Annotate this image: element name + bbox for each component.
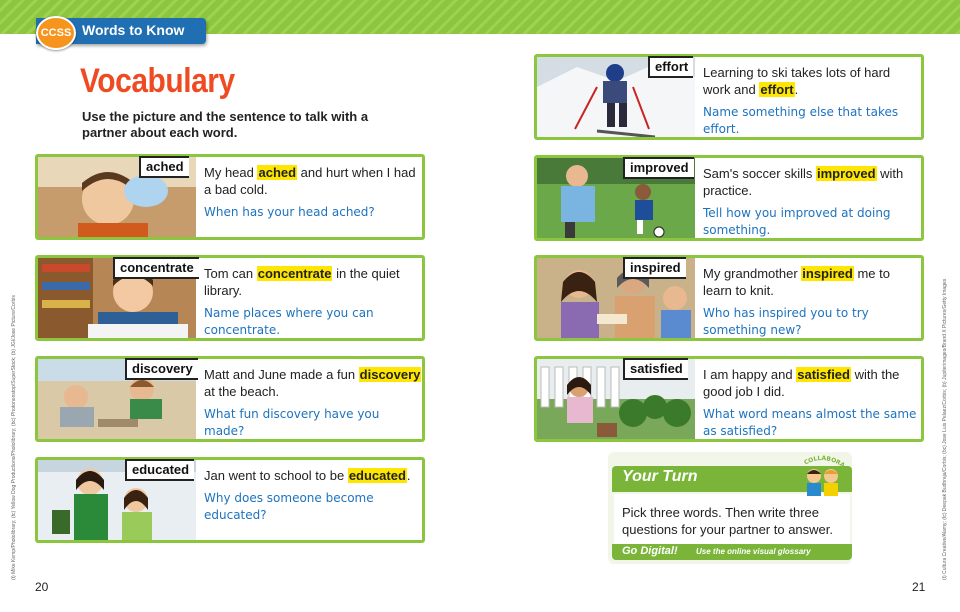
vocab-sentence: Jan went to school to be educated. — [204, 468, 411, 483]
vocab-sentence: My grandmother inspired me to learn to knit. — [703, 266, 890, 298]
svg-text:COLLABORATE — [794, 452, 846, 469]
vocab-question: Name places where you can concentrate. — [204, 306, 374, 337]
vocab-word: improved — [623, 157, 694, 179]
go-digital-label: Go Digital! — [622, 545, 678, 557]
vocab-card-effort — [534, 54, 924, 140]
vocab-question: Why does someone become educated? — [204, 491, 374, 522]
collaborate-icon — [794, 452, 850, 498]
vocab-question: Tell how you improved at doing something. — [703, 206, 891, 237]
your-turn-box — [608, 452, 852, 564]
vocab-sentence: Sam's soccer skills improved with practice. — [703, 166, 904, 198]
section-label: Words to Know — [82, 22, 185, 38]
vocab-word: satisfied — [623, 358, 688, 380]
page-number-right: 21 — [912, 580, 926, 594]
vocab-question: What word means almost the same as satisfied? — [703, 407, 917, 438]
vocab-question: Who has inspired you to try something new? — [703, 306, 869, 337]
instructions: Use the picture and the sentence to talk with a partner about each word. — [82, 109, 369, 140]
ccss-badge: CCSS — [36, 16, 76, 50]
your-turn-title: Your Turn — [622, 468, 698, 485]
page-title: Vocabulary — [80, 62, 235, 100]
vocab-word: inspired — [623, 257, 686, 279]
vocab-card-ached — [35, 154, 425, 240]
vocab-question: What fun discovery have you made? — [204, 407, 380, 438]
vocab-sentence: Tom can concentrate in the quiet library. — [204, 266, 400, 298]
vocab-word: discovery — [125, 358, 198, 380]
vocab-card-improved — [534, 155, 924, 241]
vocab-sentence: Learning to ski takes lots of hard work and effort. — [703, 65, 891, 97]
vocab-word: educated — [125, 459, 194, 481]
your-turn-text: Pick three words. Then write three questions for your partner to answer. — [622, 505, 834, 537]
vocab-card-inspired — [534, 255, 924, 341]
vocab-sentence: I am happy and satisfied with the good job I did. — [703, 367, 900, 399]
vocab-card-satisfied — [534, 356, 924, 442]
vocab-sentence: Matt and June made a fun discovery at the beach. — [204, 367, 421, 399]
vocab-card-concentrate — [35, 255, 425, 341]
vocab-sentence: My head ached and hurt when I had a bad cold. — [204, 165, 416, 197]
vocab-word: concentrate — [113, 257, 199, 279]
vocab-card-educated — [35, 457, 425, 543]
page-number-left: 20 — [35, 580, 49, 594]
collaborate-label: COLLABORA — [803, 454, 846, 469]
vocab-word: effort — [648, 56, 693, 78]
vocab-card-discovery — [35, 356, 425, 442]
photo-credit-left: (t) Mike Kemp/Photolibrary; (tc) Yellow Dog Productions/Photolibrary; (bc) Photononstop/SuperStock; (b) JGI/Jose Picture/Corbis — [11, 295, 17, 580]
photo-credit-right: (t) Cultura Creative/Alamy; (tc) Deepak Budhraja/Corbis; (bc) Jose Luis Pelaez/Corbis; (b) Jupiterimages/Brand X Pictures/Getty Images — [942, 278, 948, 580]
vocab-question: When has your head ached? — [204, 205, 375, 219]
vocab-question: Name something else that takes effort. — [703, 105, 899, 136]
vocab-word: ached — [139, 156, 189, 178]
go-digital-note: Use the online visual glossary — [696, 547, 811, 556]
